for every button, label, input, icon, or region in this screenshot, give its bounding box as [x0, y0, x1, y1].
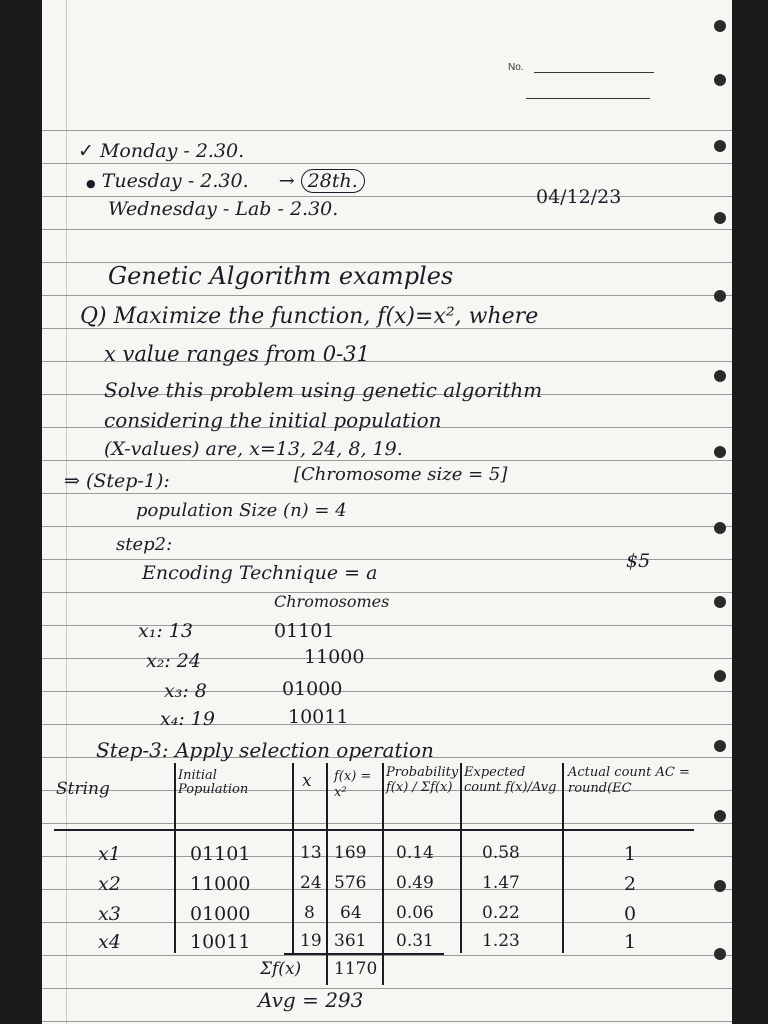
page-number-label: No.	[508, 62, 524, 73]
ruled-line	[42, 493, 732, 494]
header-probability: Probability f(x) / Σf(x)	[386, 765, 459, 795]
binder-hole	[714, 810, 726, 822]
cell-actual: 1	[624, 931, 637, 953]
chromosome-bits: 01101	[274, 620, 335, 642]
table-divider	[326, 763, 328, 985]
step2-label: step2:	[116, 534, 173, 555]
binder-hole	[714, 140, 726, 152]
binder-hole	[714, 370, 726, 382]
cell-population: 01000	[190, 903, 251, 925]
cell-fx: 169	[334, 843, 367, 863]
cell-probability: 0.31	[396, 931, 434, 951]
encoding-technique: Encoding Technique = a	[142, 562, 378, 584]
cell-probability: 0.14	[396, 843, 434, 863]
cell-population: 11000	[190, 873, 251, 895]
checkmark-icon: ✓	[78, 140, 94, 162]
date-line	[526, 98, 650, 99]
cell-actual: 1	[624, 843, 637, 865]
chromosome-bits: 11000	[304, 646, 365, 668]
ruled-line	[42, 229, 732, 230]
binder-hole	[714, 522, 726, 534]
binder-hole	[714, 20, 726, 32]
page-number-line	[534, 72, 654, 73]
cell-population: 01101	[190, 843, 251, 865]
binder-hole	[714, 212, 726, 224]
cell-expected: 0.22	[482, 903, 520, 923]
table-divider	[174, 763, 176, 953]
cell-expected: 1.47	[482, 873, 520, 893]
ruled-line	[42, 988, 732, 989]
binder-hole	[714, 596, 726, 608]
table-header-rule	[54, 829, 694, 831]
binder-hole	[714, 446, 726, 458]
chromosome-name: x₂: 24	[146, 650, 201, 672]
step3-label: Step-3: Apply selection operation	[96, 738, 434, 762]
tuesday-note: 28th.	[301, 169, 365, 193]
header-expected-count: Expected count f(x)/Avg	[464, 765, 557, 795]
average-value: Avg = 293	[258, 988, 364, 1012]
cell-string: x2	[98, 873, 121, 895]
cell-string: x3	[98, 903, 121, 925]
cell-actual: 2	[624, 873, 637, 895]
header-initial-population: Initial Population	[178, 768, 249, 797]
cell-fx: 576	[334, 873, 367, 893]
cell-fx: 64	[340, 903, 362, 923]
chromosome-name: x₃: 8	[164, 680, 207, 702]
question-line-4: considering the initial population	[104, 408, 442, 432]
binder-hole	[714, 290, 726, 302]
cell-x: 8	[304, 903, 315, 923]
dollar-note: $5	[626, 550, 651, 572]
question-line-2: x value ranges from 0-31	[104, 342, 370, 366]
ruled-line	[42, 526, 732, 527]
question-line-3: Solve this problem using genetic algorithm	[104, 378, 543, 402]
cell-x: 24	[300, 873, 322, 893]
chromosome-bits: 01000	[282, 678, 343, 700]
question-line-5: (X-values) are, x=13, 24, 8, 19.	[104, 438, 403, 460]
table-divider	[460, 763, 462, 953]
binder-hole	[714, 880, 726, 892]
schedule-wednesday: Wednesday - Lab - 2.30.	[108, 198, 339, 220]
header-actual-count: Actual count AC = round(EC	[568, 765, 690, 796]
table-divider	[562, 763, 564, 953]
population-size: population Size (n) = 4	[136, 500, 347, 521]
page-title: Genetic Algorithm examples	[108, 262, 454, 290]
question-line-1: Q) Maximize the function, f(x)=x², where	[80, 304, 539, 329]
cell-probability: 0.49	[396, 873, 434, 893]
schedule-monday: ✓ Monday - 2.30.	[78, 140, 245, 162]
header-string: String	[56, 779, 110, 799]
selection-table	[54, 763, 694, 985]
sum-value: 1170	[334, 959, 378, 979]
binder-hole	[714, 670, 726, 682]
chromosomes-label: Chromosomes	[274, 592, 390, 611]
cell-actual: 0	[624, 903, 637, 925]
chromosome-size: [Chromosome size = 5]	[294, 464, 508, 485]
ruled-line	[42, 1021, 732, 1022]
ruled-line	[42, 295, 732, 296]
cell-string: x1	[98, 843, 121, 865]
date: 04/12/23	[536, 186, 622, 208]
cell-expected: 0.58	[482, 843, 520, 863]
binder-hole	[714, 948, 726, 960]
cell-x: 13	[300, 843, 322, 863]
binder-hole	[714, 74, 726, 86]
bullet-icon: ●	[86, 177, 96, 190]
cell-fx: 361	[334, 931, 367, 951]
chromosome-name: x₁: 13	[138, 620, 193, 642]
cell-string: x4	[98, 931, 121, 953]
ruled-line	[42, 724, 732, 725]
cell-population: 10011	[190, 931, 251, 953]
chromosome-name: x₄: 19	[160, 708, 215, 730]
ruled-line	[42, 691, 732, 692]
chromosome-bits: 10011	[288, 706, 349, 728]
table-divider	[382, 763, 384, 985]
ruled-line	[42, 163, 732, 164]
cell-x: 19	[300, 931, 322, 951]
header-x: x	[302, 771, 312, 791]
schedule-tuesday: ● Tuesday - 2.30. → 28th.	[86, 170, 365, 192]
cell-expected: 1.23	[482, 931, 520, 951]
cell-probability: 0.06	[396, 903, 434, 923]
table-sum-rule	[284, 953, 444, 955]
table-divider	[292, 763, 294, 953]
binder-hole	[714, 740, 726, 752]
ruled-line	[42, 460, 732, 461]
step1-label: ⇒ (Step-1):	[64, 470, 170, 492]
ruled-line	[42, 130, 732, 131]
header-fx: f(x) = x²	[334, 769, 372, 800]
sum-label: Σf(x)	[260, 959, 302, 979]
ruled-line	[42, 196, 732, 197]
